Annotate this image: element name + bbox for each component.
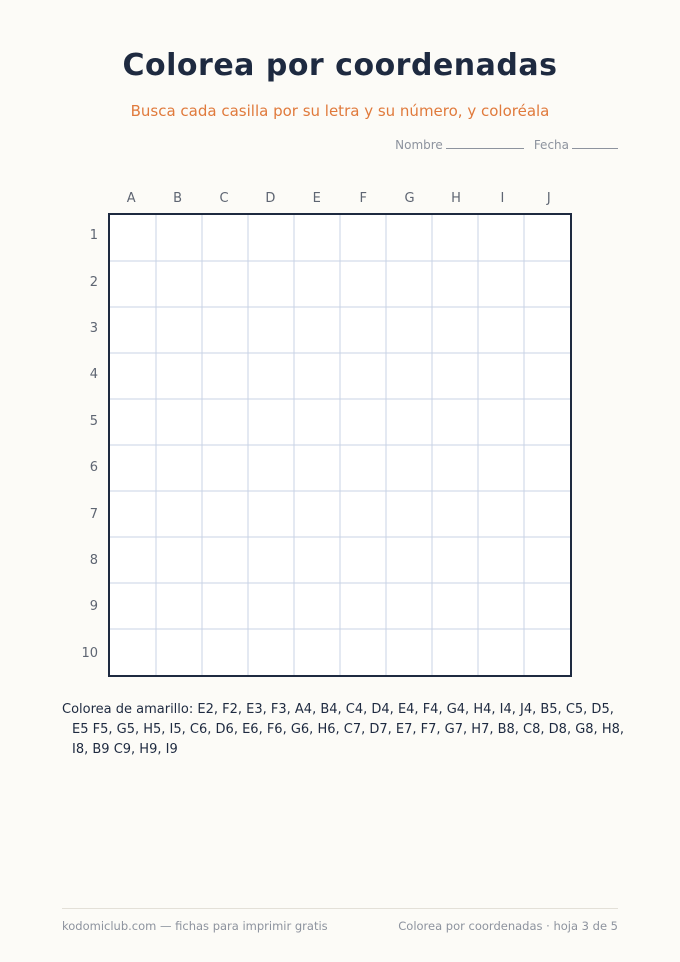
name-field[interactable] (395, 138, 524, 152)
column-label-h: H (451, 191, 461, 206)
column-label-f: F (359, 191, 367, 206)
column-label-b: B (173, 191, 183, 206)
footer-site: kodomiclub.com — fichas para imprimir gratis (62, 919, 328, 933)
name-blank-line (446, 147, 524, 149)
coloring-instructions: Colorea de amarillo: E2, F2, E3, F3, A4, B4, C4, D4, E4, F4, G4, H4, I4, J4, B5, C5, D5, E5 F5, G5, H5, I5, C6, D6, E6, F6, G6, H6, C7, D7, E7, F7, G7, H7, B8, C8, D8, G8, H8, I8, B9 C9, H9, I9 (62, 702, 625, 757)
page-subtitle: Busca cada casilla por su letra y su número, y coloréala (130, 102, 550, 120)
row-label-8: 8 (89, 553, 98, 568)
page-title: Colorea por coordenadas (122, 48, 558, 83)
row-label-5: 5 (89, 413, 98, 429)
row-label-6: 6 (89, 460, 98, 476)
column-label-a: A (126, 191, 136, 206)
name-label: Nombre (395, 138, 443, 152)
column-labels (108, 191, 572, 209)
grid-lines (110, 215, 570, 675)
row-label-3: 3 (89, 321, 98, 336)
footer-sheet-info: Colorea por coordenadas · hoja 3 de 5 (398, 919, 618, 933)
column-label-c: C (219, 191, 229, 206)
row-label-2: 2 (89, 274, 98, 290)
row-label-4: 4 (89, 367, 98, 383)
date-blank-line (572, 147, 618, 149)
row-label-10: 10 (81, 645, 98, 661)
column-label-g: G (404, 191, 415, 206)
name-date-fields (395, 138, 618, 152)
row-label-1: 1 (89, 228, 98, 244)
date-label: Fecha (533, 138, 569, 152)
coordinate-grid[interactable] (108, 213, 572, 677)
row-label-9: 9 (89, 599, 98, 615)
column-label-e: E (312, 191, 321, 206)
column-label-j: J (546, 191, 551, 206)
row-label-7: 7 (89, 506, 98, 522)
footer-divider (62, 908, 618, 909)
column-label-i: I (500, 191, 505, 206)
column-label-d: D (265, 191, 276, 206)
date-field[interactable] (534, 138, 618, 152)
row-labels (70, 213, 98, 677)
